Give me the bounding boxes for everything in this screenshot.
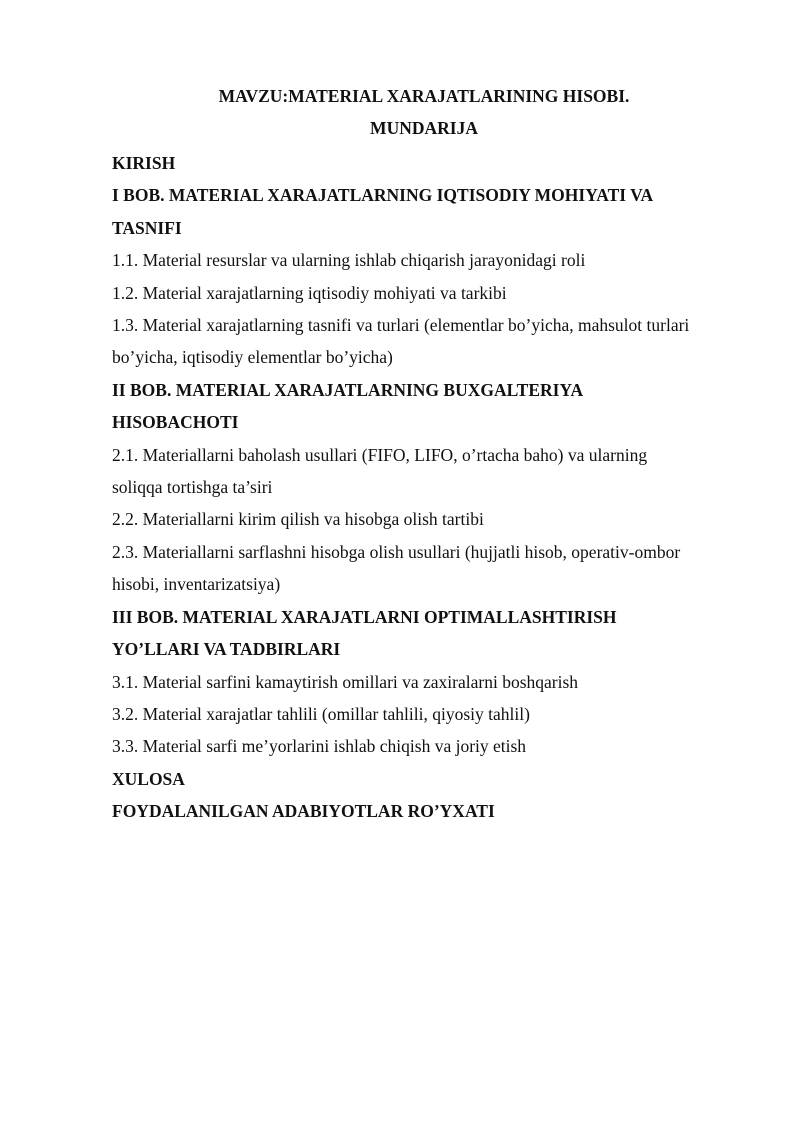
toc-section-2-1-line-1: 2.1. Materiallarni baholash usullari (FIFO, LIFO, o’rtacha baho) va ularning (112, 444, 648, 465)
toc-section-1-3-line-2: bo’yicha, iqtisodiy elementlar bo’yicha) (112, 347, 393, 368)
toc-section-3-1: 3.1. Material sarfini kamaytirish omillari va zaxiralarni boshqarish (112, 671, 579, 692)
toc-chapter-2-heading-line-1: II BOB. MATERIAL XARAJATLARNING BUXGALTERIYA (112, 379, 584, 400)
toc-section-2-2: 2.2. Materiallarni kirim qilish va hisobga olish tartibi (112, 509, 484, 530)
toc-chapter-3-heading-line-1: III BOB. MATERIAL XARAJATLARNI OPTIMALLASHTIRISH (112, 606, 617, 627)
toc-section-1-2: 1.2. Material xarajatlarning iqtisodiy mohiyati va tarkibi (112, 282, 507, 303)
table-of-contents (112, 147, 752, 828)
toc-section-2-3-line-1: 2.3. Materiallarni sarflashni hisobga olish usullari (hujjatli hisob, operativ-ombor (112, 541, 681, 562)
toc-section-2-1-line-2: soliqqa tortishga ta’siri (112, 477, 273, 498)
toc-chapter-1-heading-line-2: TASNIFI (112, 217, 182, 238)
toc-intro: KIRISH (112, 153, 176, 173)
toc-section-3-2: 3.2. Material xarajatlar tahlili (omillar tahlili, qiyosiy tahlil) (112, 703, 530, 724)
toc-chapter-2-heading-line-2: HISOBACHOTI (112, 412, 239, 433)
toc-conclusion: XULOSA (112, 768, 185, 789)
toc-section-1-1: 1.1. Material resurslar va ularning ishlab chiqarish jarayonidagi roli (112, 250, 586, 271)
toc-chapter-1-heading-line-1: I BOB. MATERIAL XARAJATLARNING IQTISODIY MOHIYATI VA (112, 185, 654, 206)
topic-title: MAVZU:MATERIAL XARAJATLARINING HISOBI. (218, 86, 630, 106)
toc-section-2-3-line-2: hisobi, inventarizatsiya) (112, 574, 281, 595)
toc-section-3-3: 3.3. Material sarfi me’yorlarini ishlab chiqish va joriy etish (112, 736, 527, 757)
toc-references: FOYDALANILGAN ADABIYOTLAR RO’YXATI (112, 801, 495, 822)
contents-heading: MUNDARIJA (370, 118, 478, 138)
toc-chapter-3-heading-line-2: YO’LLARI VA TADBIRLARI (112, 639, 341, 660)
toc-section-1-3-line-1: 1.3. Material xarajatlarning tasnifi va turlari (elementlar bo’yicha, mahsulot turlari (112, 315, 690, 336)
